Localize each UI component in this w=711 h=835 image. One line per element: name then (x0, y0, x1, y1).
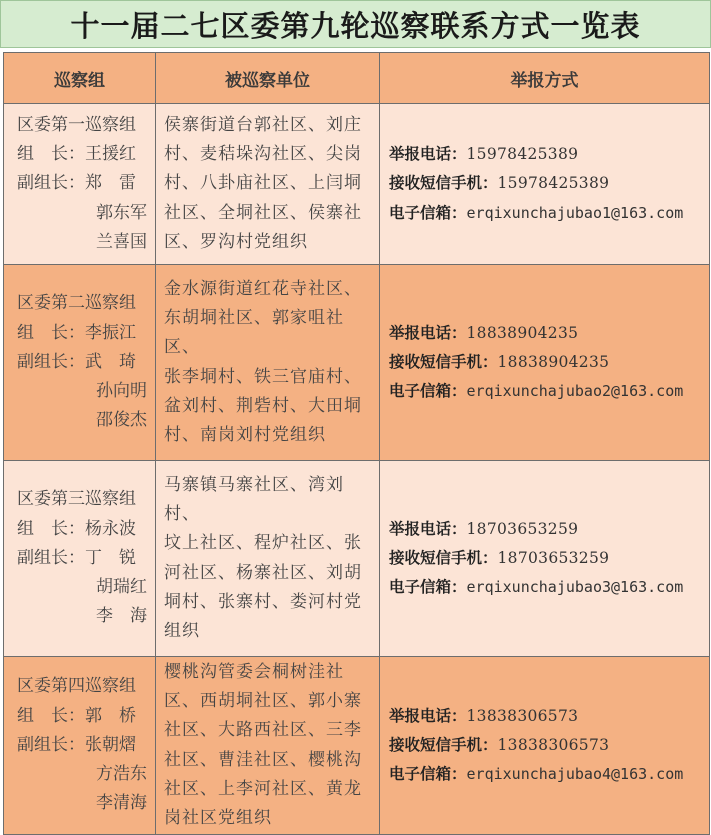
leader-name: 郭 桥 (85, 705, 136, 726)
deputy-label: 副组长： (17, 734, 85, 755)
sms-number: 18703653259 (497, 548, 610, 567)
group-cell (4, 104, 156, 265)
deputy-name: 兰喜国 (96, 231, 147, 252)
phone-label: 举报电话： (389, 706, 467, 725)
unit-line: 村、南岗刘村党组织 (164, 425, 326, 446)
group-name: 区委第二巡察组 (17, 293, 136, 314)
sms-label: 接收短信手机： (389, 174, 498, 193)
group-name: 区委第三巡察组 (17, 489, 136, 510)
phone-label: 举报电话： (389, 519, 467, 538)
email-label: 电子信箱： (389, 765, 467, 784)
sms-number: 13838306573 (497, 735, 610, 754)
unit-line: 组织 (164, 621, 200, 642)
contact-cell (380, 104, 710, 265)
header-contact: 举报方式 (380, 53, 710, 104)
deputy-name: 张朝熠 (85, 734, 136, 755)
unit-line: 金水源街道红花寺社区、 (164, 278, 362, 299)
leader-name: 杨永波 (85, 518, 136, 539)
units-cell (156, 104, 380, 265)
contact-cell (380, 265, 710, 461)
unit-line: 区、罗沟村党组织 (164, 231, 308, 252)
table-row (4, 104, 710, 265)
sms-label: 接收短信手机： (389, 548, 498, 567)
sms-number: 18838904235 (497, 352, 610, 371)
unit-line: 社区、上李河社区、黄龙 (164, 778, 362, 799)
unit-line: 盆刘村、荆砦村、大田垌 (164, 395, 362, 416)
deputy-label: 副组长： (17, 173, 85, 194)
unit-line: 侯寨街道台郭社区、刘庄 (164, 114, 362, 135)
phone-number: 18838904235 (466, 323, 579, 342)
leader-name: 王援红 (85, 144, 136, 165)
unit-line: 社区、曹洼社区、樱桃沟 (164, 749, 362, 770)
phone-number: 18703653259 (466, 519, 579, 538)
unit-line: 社区、全垌社区、侯寨社 (164, 202, 362, 223)
unit-line: 马寨镇马寨社区、湾刘村、 (164, 474, 344, 524)
header-group: 巡察组 (4, 53, 156, 104)
unit-line: 岗社区党组织 (164, 808, 272, 829)
deputy-name: 邵俊杰 (96, 410, 147, 431)
leader-label: 组 长： (17, 144, 85, 165)
phone-label: 举报电话： (389, 323, 467, 342)
sms-number: 15978425389 (497, 174, 610, 193)
unit-line: 东胡垌社区、郭家咀社区、 (164, 307, 344, 358)
deputy-name: 丁 锐 (85, 547, 136, 568)
unit-line: 村、八卦庙社区、上闫垌 (164, 173, 362, 194)
deputy-name: 李 海 (96, 606, 147, 627)
unit-line: 垌村、张寨村、娄河村党 (164, 591, 362, 612)
deputy-label: 副组长： (17, 547, 85, 568)
group-cell (4, 657, 156, 835)
email-address[interactable]: erqixunchajubao2@163.com (466, 382, 684, 401)
email-address[interactable]: erqixunchajubao1@163.com (466, 203, 684, 222)
phone-label: 举报电话： (389, 145, 467, 164)
leader-name: 李振江 (85, 322, 136, 343)
units-cell (156, 265, 380, 461)
group-name: 区委第四巡察组 (17, 676, 136, 697)
unit-line: 区、西胡垌社区、郭小寨 (164, 690, 362, 711)
unit-line: 张李垌村、铁三官庙村、 (164, 366, 362, 387)
deputy-name: 武 琦 (85, 351, 136, 372)
contact-table (3, 52, 710, 835)
units-cell (156, 461, 380, 657)
deputy-label: 副组长： (17, 351, 85, 372)
email-label: 电子信箱： (389, 578, 467, 597)
units-cell (156, 657, 380, 835)
sms-label: 接收短信手机： (389, 352, 498, 371)
leader-label: 组 长： (17, 518, 85, 539)
deputy-name: 胡瑞红 (96, 577, 147, 598)
group-cell (4, 461, 156, 657)
deputy-name: 郭东军 (96, 202, 147, 223)
group-cell (4, 265, 156, 461)
table-row (4, 265, 710, 461)
deputy-name: 孙向明 (96, 381, 147, 402)
phone-number: 13838306573 (466, 706, 579, 725)
table-row (4, 461, 710, 657)
table-row (4, 657, 710, 835)
unit-line: 社区、大路西社区、三李 (164, 720, 362, 741)
email-label: 电子信箱： (389, 382, 467, 401)
contact-cell (380, 461, 710, 657)
unit-line: 村、麦秸垛沟社区、尖岗 (164, 144, 362, 165)
email-address[interactable]: erqixunchajubao4@163.com (466, 765, 684, 784)
page-title: 十一届二七区委第九轮巡察联系方式一览表 (0, 0, 711, 48)
unit-line: 坟上社区、程炉社区、张 (164, 533, 362, 554)
phone-number: 15978425389 (466, 145, 579, 164)
leader-label: 组 长： (17, 322, 85, 343)
header-units: 被巡察单位 (156, 53, 380, 104)
header-row (4, 53, 710, 104)
email-label: 电子信箱： (389, 203, 467, 222)
leader-label: 组 长： (17, 705, 85, 726)
deputy-name: 郑 雷 (85, 173, 136, 194)
deputy-name: 方浩东 (96, 764, 147, 785)
contact-cell (380, 657, 710, 835)
email-address[interactable]: erqixunchajubao3@163.com (466, 578, 684, 597)
sms-label: 接收短信手机： (389, 735, 498, 754)
group-name: 区委第一巡察组 (17, 114, 136, 135)
unit-line: 河社区、杨寨社区、刘胡 (164, 562, 362, 583)
unit-line: 樱桃沟管委会桐树洼社 (164, 661, 344, 682)
deputy-name: 李清海 (96, 793, 147, 814)
